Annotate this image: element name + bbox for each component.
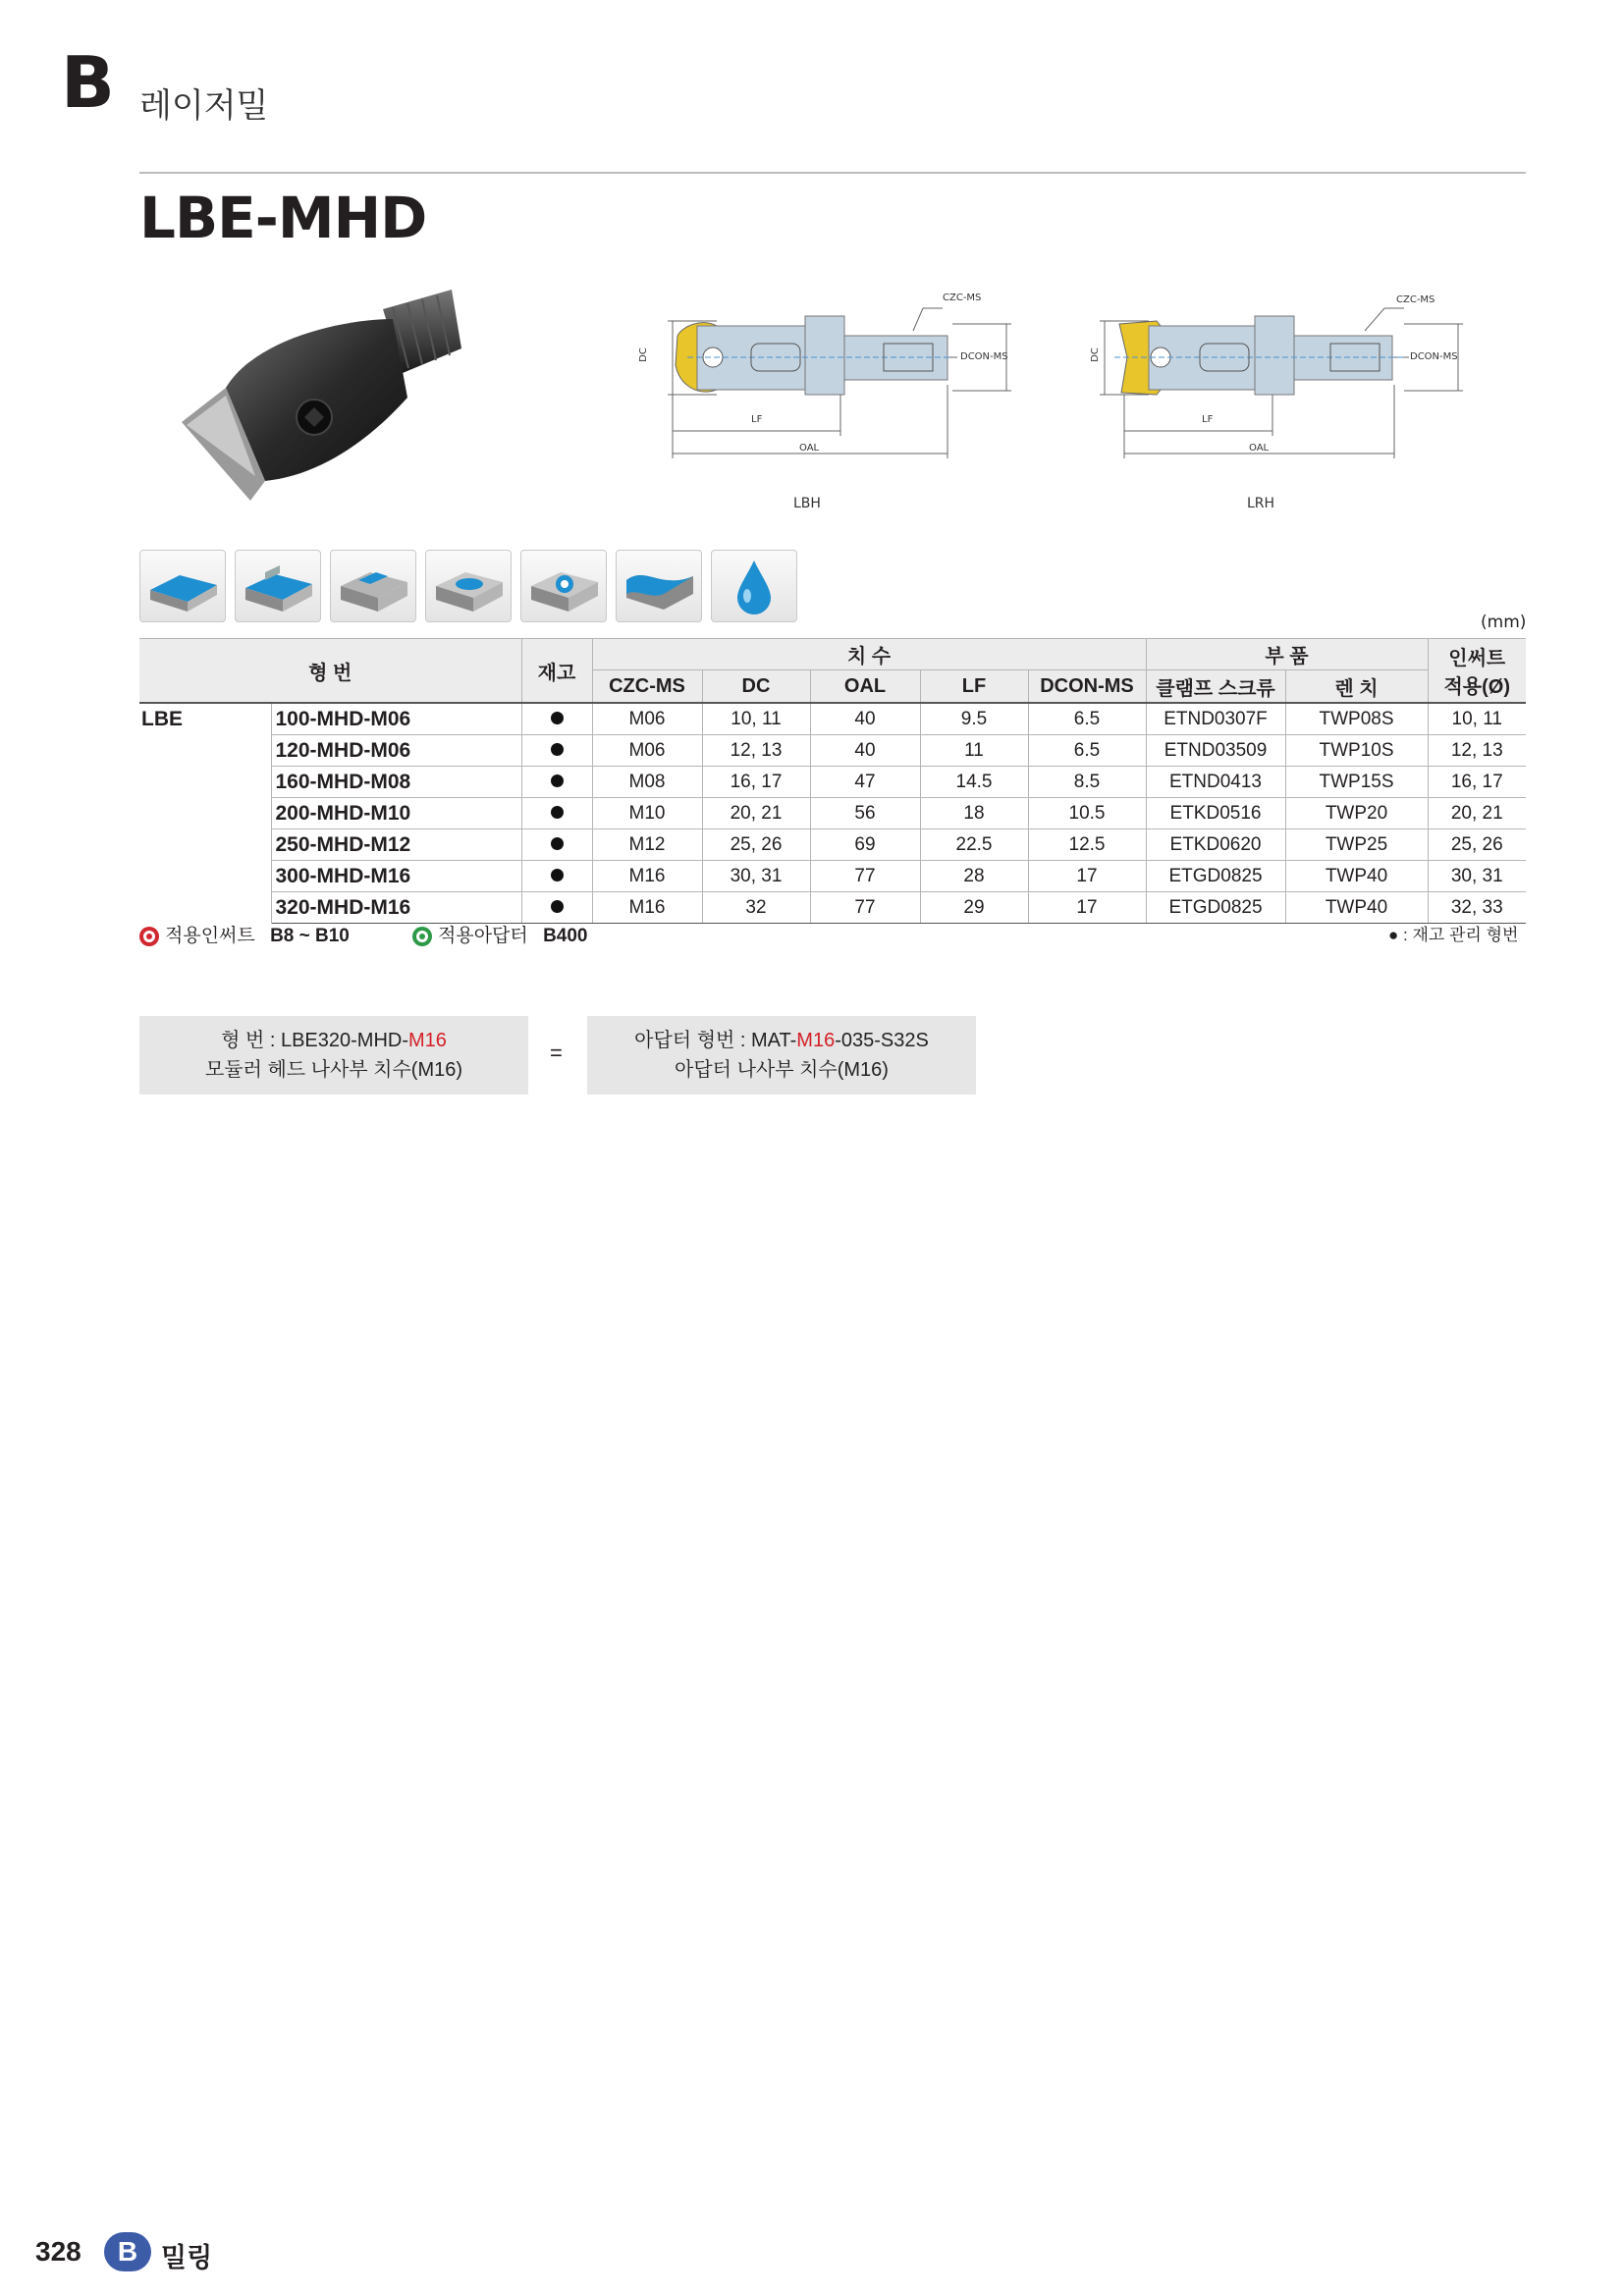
dc-cell: 30, 31	[702, 861, 810, 892]
drawing-lrh	[1080, 287, 1473, 483]
section-letter: B	[61, 41, 115, 124]
screw-cell: ETGD0825	[1146, 861, 1285, 892]
lrh-lf-label: LF	[1202, 414, 1214, 425]
lbh-dc-label: DC	[637, 347, 649, 362]
lrh-oal-label: OAL	[1249, 443, 1270, 454]
lf-cell: 11	[920, 735, 1028, 767]
czc-cell: M08	[592, 767, 702, 798]
header-divider	[139, 172, 1526, 174]
model-cell: 100-MHD-M06	[271, 703, 521, 735]
stock-dot-icon	[551, 869, 564, 881]
stock-cell	[521, 767, 592, 798]
table-row	[139, 767, 1526, 798]
czc-cell: M10	[592, 798, 702, 829]
adapter-ref-page: B400	[543, 926, 588, 946]
lbh-caption: LBH	[793, 496, 821, 511]
model-cell: 120-MHD-M06	[271, 735, 521, 767]
wrench-cell: TWP10S	[1285, 735, 1428, 767]
dcon-cell: 17	[1028, 861, 1146, 892]
wrench-cell: TWP40	[1285, 892, 1428, 924]
lbh-dcon-label: DCON-MS	[960, 351, 1008, 362]
footer-section: 밀링	[161, 2243, 213, 2273]
model-cell: 300-MHD-M16	[271, 861, 521, 892]
stock-dot-icon	[551, 743, 564, 756]
equals-sign: =	[550, 1041, 563, 1065]
insert-reference[interactable]	[139, 921, 350, 947]
dc-cell: 12, 13	[702, 735, 810, 767]
model-title: LBE-MHD	[139, 185, 427, 251]
dc-cell: 25, 26	[702, 829, 810, 861]
header-insert-line2: 적용(Ø)	[1443, 676, 1511, 698]
table-row	[139, 703, 1526, 735]
stock-cell	[521, 829, 592, 861]
lf-cell: 29	[920, 892, 1028, 924]
lf-cell: 28	[920, 861, 1028, 892]
czc-cell: M06	[592, 703, 702, 735]
series-cell: LBE	[139, 703, 271, 924]
wrench-cell: TWP40	[1285, 861, 1428, 892]
insert-cell: 25, 26	[1428, 829, 1526, 861]
dcon-cell: 6.5	[1028, 703, 1146, 735]
slotting-icon	[330, 550, 416, 622]
lrh-dcon-label: DCON-MS	[1410, 351, 1458, 362]
helical-milling-icon	[520, 550, 607, 622]
unit-label: (mm)	[1481, 613, 1527, 632]
dcon-cell: 10.5	[1028, 798, 1146, 829]
stock-cell	[521, 798, 592, 829]
oal-cell: 56	[810, 798, 920, 829]
oal-cell: 40	[810, 703, 920, 735]
header-screw: 클램프 스크류	[1146, 670, 1285, 703]
table-row	[139, 861, 1526, 892]
header-model: 형 번	[139, 639, 521, 704]
header-wrench: 렌 치	[1285, 670, 1428, 703]
lf-cell: 14.5	[920, 767, 1028, 798]
adapter-model-thread: M16	[796, 1030, 836, 1051]
header-lf: LF	[920, 670, 1028, 703]
header-czc: CZC-MS	[592, 670, 702, 703]
page-number: 328	[35, 2236, 81, 2267]
header-dc: DC	[702, 670, 810, 703]
insert-cell: 30, 31	[1428, 861, 1526, 892]
screw-cell: ETND03509	[1146, 735, 1285, 767]
header-stock: 재고	[521, 639, 592, 704]
oal-cell: 77	[810, 892, 920, 924]
screw-cell: ETND0307F	[1146, 703, 1285, 735]
insert-cell: 32, 33	[1428, 892, 1526, 924]
lbh-oal-label: OAL	[799, 443, 820, 454]
adapter-thread-size: 아답터 나사부 치수(M16)	[675, 1059, 889, 1081]
stock-dot-icon	[551, 837, 564, 850]
screw-cell: ETKD0516	[1146, 798, 1285, 829]
stock-dot-icon	[551, 774, 564, 787]
czc-cell: M12	[592, 829, 702, 861]
lrh-caption: LRH	[1247, 496, 1275, 511]
dc-cell: 16, 17	[702, 767, 810, 798]
insert-link-icon	[139, 927, 159, 946]
oal-cell: 77	[810, 861, 920, 892]
dcon-cell: 6.5	[1028, 735, 1146, 767]
section-title: 레이저밀	[139, 86, 269, 126]
header-insert-line1: 인써트	[1448, 648, 1506, 669]
section-badge: B	[104, 2232, 151, 2271]
header-oal: OAL	[810, 670, 920, 703]
stock-cell	[521, 861, 592, 892]
table-row	[139, 892, 1526, 924]
head-model-prefix: 형 번 : LBE320-MHD-	[221, 1030, 408, 1051]
table-row	[139, 735, 1526, 767]
stock-dot-icon	[551, 712, 564, 724]
lrh-dc-label: DC	[1089, 347, 1101, 362]
screw-cell: ETKD0620	[1146, 829, 1285, 861]
stock-cell	[521, 892, 592, 924]
dc-cell: 10, 11	[702, 703, 810, 735]
dc-cell: 32	[702, 892, 810, 924]
lf-cell: 9.5	[920, 703, 1028, 735]
model-cell: 250-MHD-M12	[271, 829, 521, 861]
drawing-lbh	[628, 287, 1021, 483]
head-thread-size: 모듈러 헤드 나사부 치수(M16)	[204, 1059, 463, 1081]
dcon-cell: 12.5	[1028, 829, 1146, 861]
insert-cell: 16, 17	[1428, 767, 1526, 798]
table-row	[139, 798, 1526, 829]
model-cell: 160-MHD-M08	[271, 767, 521, 798]
head-model-note	[139, 1016, 528, 1095]
screw-cell: ETND0413	[1146, 767, 1285, 798]
model-cell: 320-MHD-M16	[271, 892, 521, 924]
shoulder-milling-icon	[235, 550, 321, 622]
adapter-reference[interactable]	[412, 921, 587, 947]
stock-dot-icon	[551, 900, 564, 913]
czc-cell: M16	[592, 892, 702, 924]
table-row	[139, 829, 1526, 861]
header-insert	[1428, 639, 1526, 704]
stock-dot-icon	[551, 806, 564, 819]
adapter-model-prefix: 아답터 형번 : MAT-	[634, 1030, 797, 1051]
wrench-cell: TWP08S	[1285, 703, 1428, 735]
insert-cell: 10, 11	[1428, 703, 1526, 735]
spec-table	[139, 638, 1526, 924]
lf-cell: 18	[920, 798, 1028, 829]
insert-cell: 12, 13	[1428, 735, 1526, 767]
pocketing-icon	[425, 550, 512, 622]
insert-ref-pages: B8 ~ B10	[270, 926, 350, 946]
stock-cell	[521, 703, 592, 735]
profiling-icon	[616, 550, 702, 622]
oal-cell: 47	[810, 767, 920, 798]
insert-ref-label: 적용인써트	[165, 926, 255, 946]
dcon-cell: 17	[1028, 892, 1146, 924]
wrench-cell: TWP20	[1285, 798, 1428, 829]
stock-legend: ● : 재고 관리 형번	[1388, 926, 1519, 944]
face-milling-icon	[139, 550, 226, 622]
adapter-model-suffix: -035-S32S	[835, 1030, 929, 1051]
adapter-link-icon	[412, 927, 432, 946]
oal-cell: 40	[810, 735, 920, 767]
wrench-cell: TWP15S	[1285, 767, 1428, 798]
header-parts: 부 품	[1146, 639, 1428, 670]
czc-cell: M16	[592, 861, 702, 892]
adapter-ref-label: 적용아답터	[438, 926, 528, 946]
header-dims: 치 수	[592, 639, 1146, 670]
coolant-icon	[711, 550, 797, 622]
lbh-czc-label: CZC-MS	[943, 293, 982, 303]
dc-cell: 20, 21	[702, 798, 810, 829]
adapter-model-note	[587, 1016, 976, 1095]
oal-cell: 69	[810, 829, 920, 861]
insert-cell: 20, 21	[1428, 798, 1526, 829]
lbh-lf-label: LF	[751, 414, 763, 425]
screw-cell: ETGD0825	[1146, 892, 1285, 924]
lrh-czc-label: CZC-MS	[1396, 294, 1435, 305]
stock-cell	[521, 735, 592, 767]
head-model-thread: M16	[408, 1030, 447, 1051]
lf-cell: 22.5	[920, 829, 1028, 861]
czc-cell: M06	[592, 735, 702, 767]
product-photo	[167, 280, 481, 515]
model-cell: 200-MHD-M10	[271, 798, 521, 829]
header-dcon: DCON-MS	[1028, 670, 1146, 703]
wrench-cell: TWP25	[1285, 829, 1428, 861]
dcon-cell: 8.5	[1028, 767, 1146, 798]
